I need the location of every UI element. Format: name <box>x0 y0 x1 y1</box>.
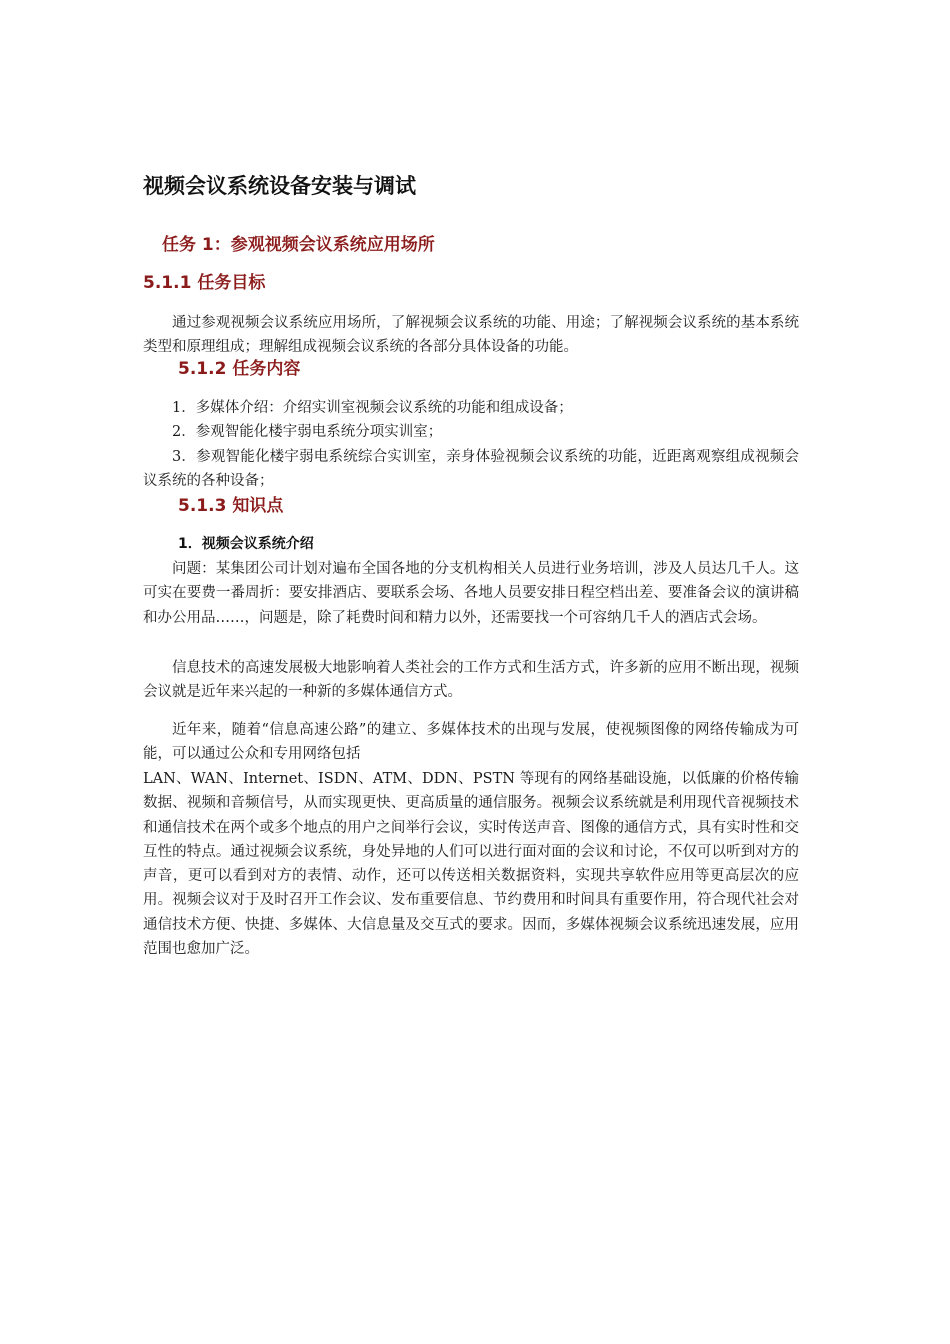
knowledge-continuation-paragraph: LAN、WAN、Internet、ISDN、ATM、DDN、PSTN 等现有的网络基础设施，以低廉的价格传输数据、视频和音频信号，从而实现更快、更高质量的通信服务。视频会议系统就是利用现代音视频技术和通信技术在两个或多个地点的用户之间举行会议，实时传送声音、图像的通信方式，具有实时性和交互性的特点。通过视频会议系统，身处异地的人们可以进行面对面的会议和讨论，不仅可以听到对方的声音，更可以看到对方的表情、动作，还可以传送相关数据资料，实现共享软件应用等更高层次的应用。视频会议对于及时召开工作会议、发布重要信息、节约费用和时间具有重要作用，符合现代社会对通信技术方便、快捷、多媒体、大信息量及交互式的要求。因而，多媒体视频会议系统迅速发展，应用范围也愈加广泛。 <box>143 771 799 958</box>
knowledge-paragraph: 问题：某集团公司计划对遍布全国各地的分支机构相关人员进行业务培训，涉及人员达几千人。这可实在要费一番周折：要安排酒店、要联系会场、各地人员要安排日程空档出差、要准备会议的演讲稿和办公用品……，问题是，除了耗费时间和精力以外，还需要找一个可容纳几千人的酒店式会场。 <box>143 561 799 626</box>
section-heading-knowledge: 5.1.3 知识点 <box>178 496 284 516</box>
content-list-item: 3．参观智能化楼宇弱电系统综合实训室，亲身体验视频会议系统的功能，近距离观察组成视频会议系统的各种设备； <box>143 449 799 490</box>
content-list-item: 1．多媒体介绍：介绍实训室视频会议系统的功能和组成设备； <box>172 400 573 416</box>
section-heading-goal: 5.1.1 任务目标 <box>143 273 266 293</box>
document-title: 视频会议系统设备安装与调试 <box>143 174 416 198</box>
section-heading-content: 5.1.2 任务内容 <box>178 359 301 379</box>
task-heading: 任务 1：参观视频会议系统应用场所 <box>162 235 435 255</box>
content-list-item: 2．参观智能化楼宇弱电系统分项实训室； <box>172 424 443 440</box>
knowledge-paragraph: 信息技术的高速发展极大地影响着人类社会的工作方式和生活方式，许多新的应用不断出现，视频会议就是近年来兴起的一种新的多媒体通信方式。 <box>143 660 799 701</box>
knowledge-paragraph: 近年来，随着“信息高速公路”的建立、多媒体技术的出现与发展，使视频图像的网络传输成为可能，可以通过公众和专用网络包括 <box>143 722 799 763</box>
goal-paragraph: 通过参观视频会议系统应用场所，了解视频会议系统的功能、用途；了解视频会议系统的基本系统类型和原理组成；理解组成视频会议系统的各部分具体设备的功能。 <box>143 315 799 356</box>
knowledge-subheading: 1．视频会议系统介绍 <box>178 536 314 552</box>
